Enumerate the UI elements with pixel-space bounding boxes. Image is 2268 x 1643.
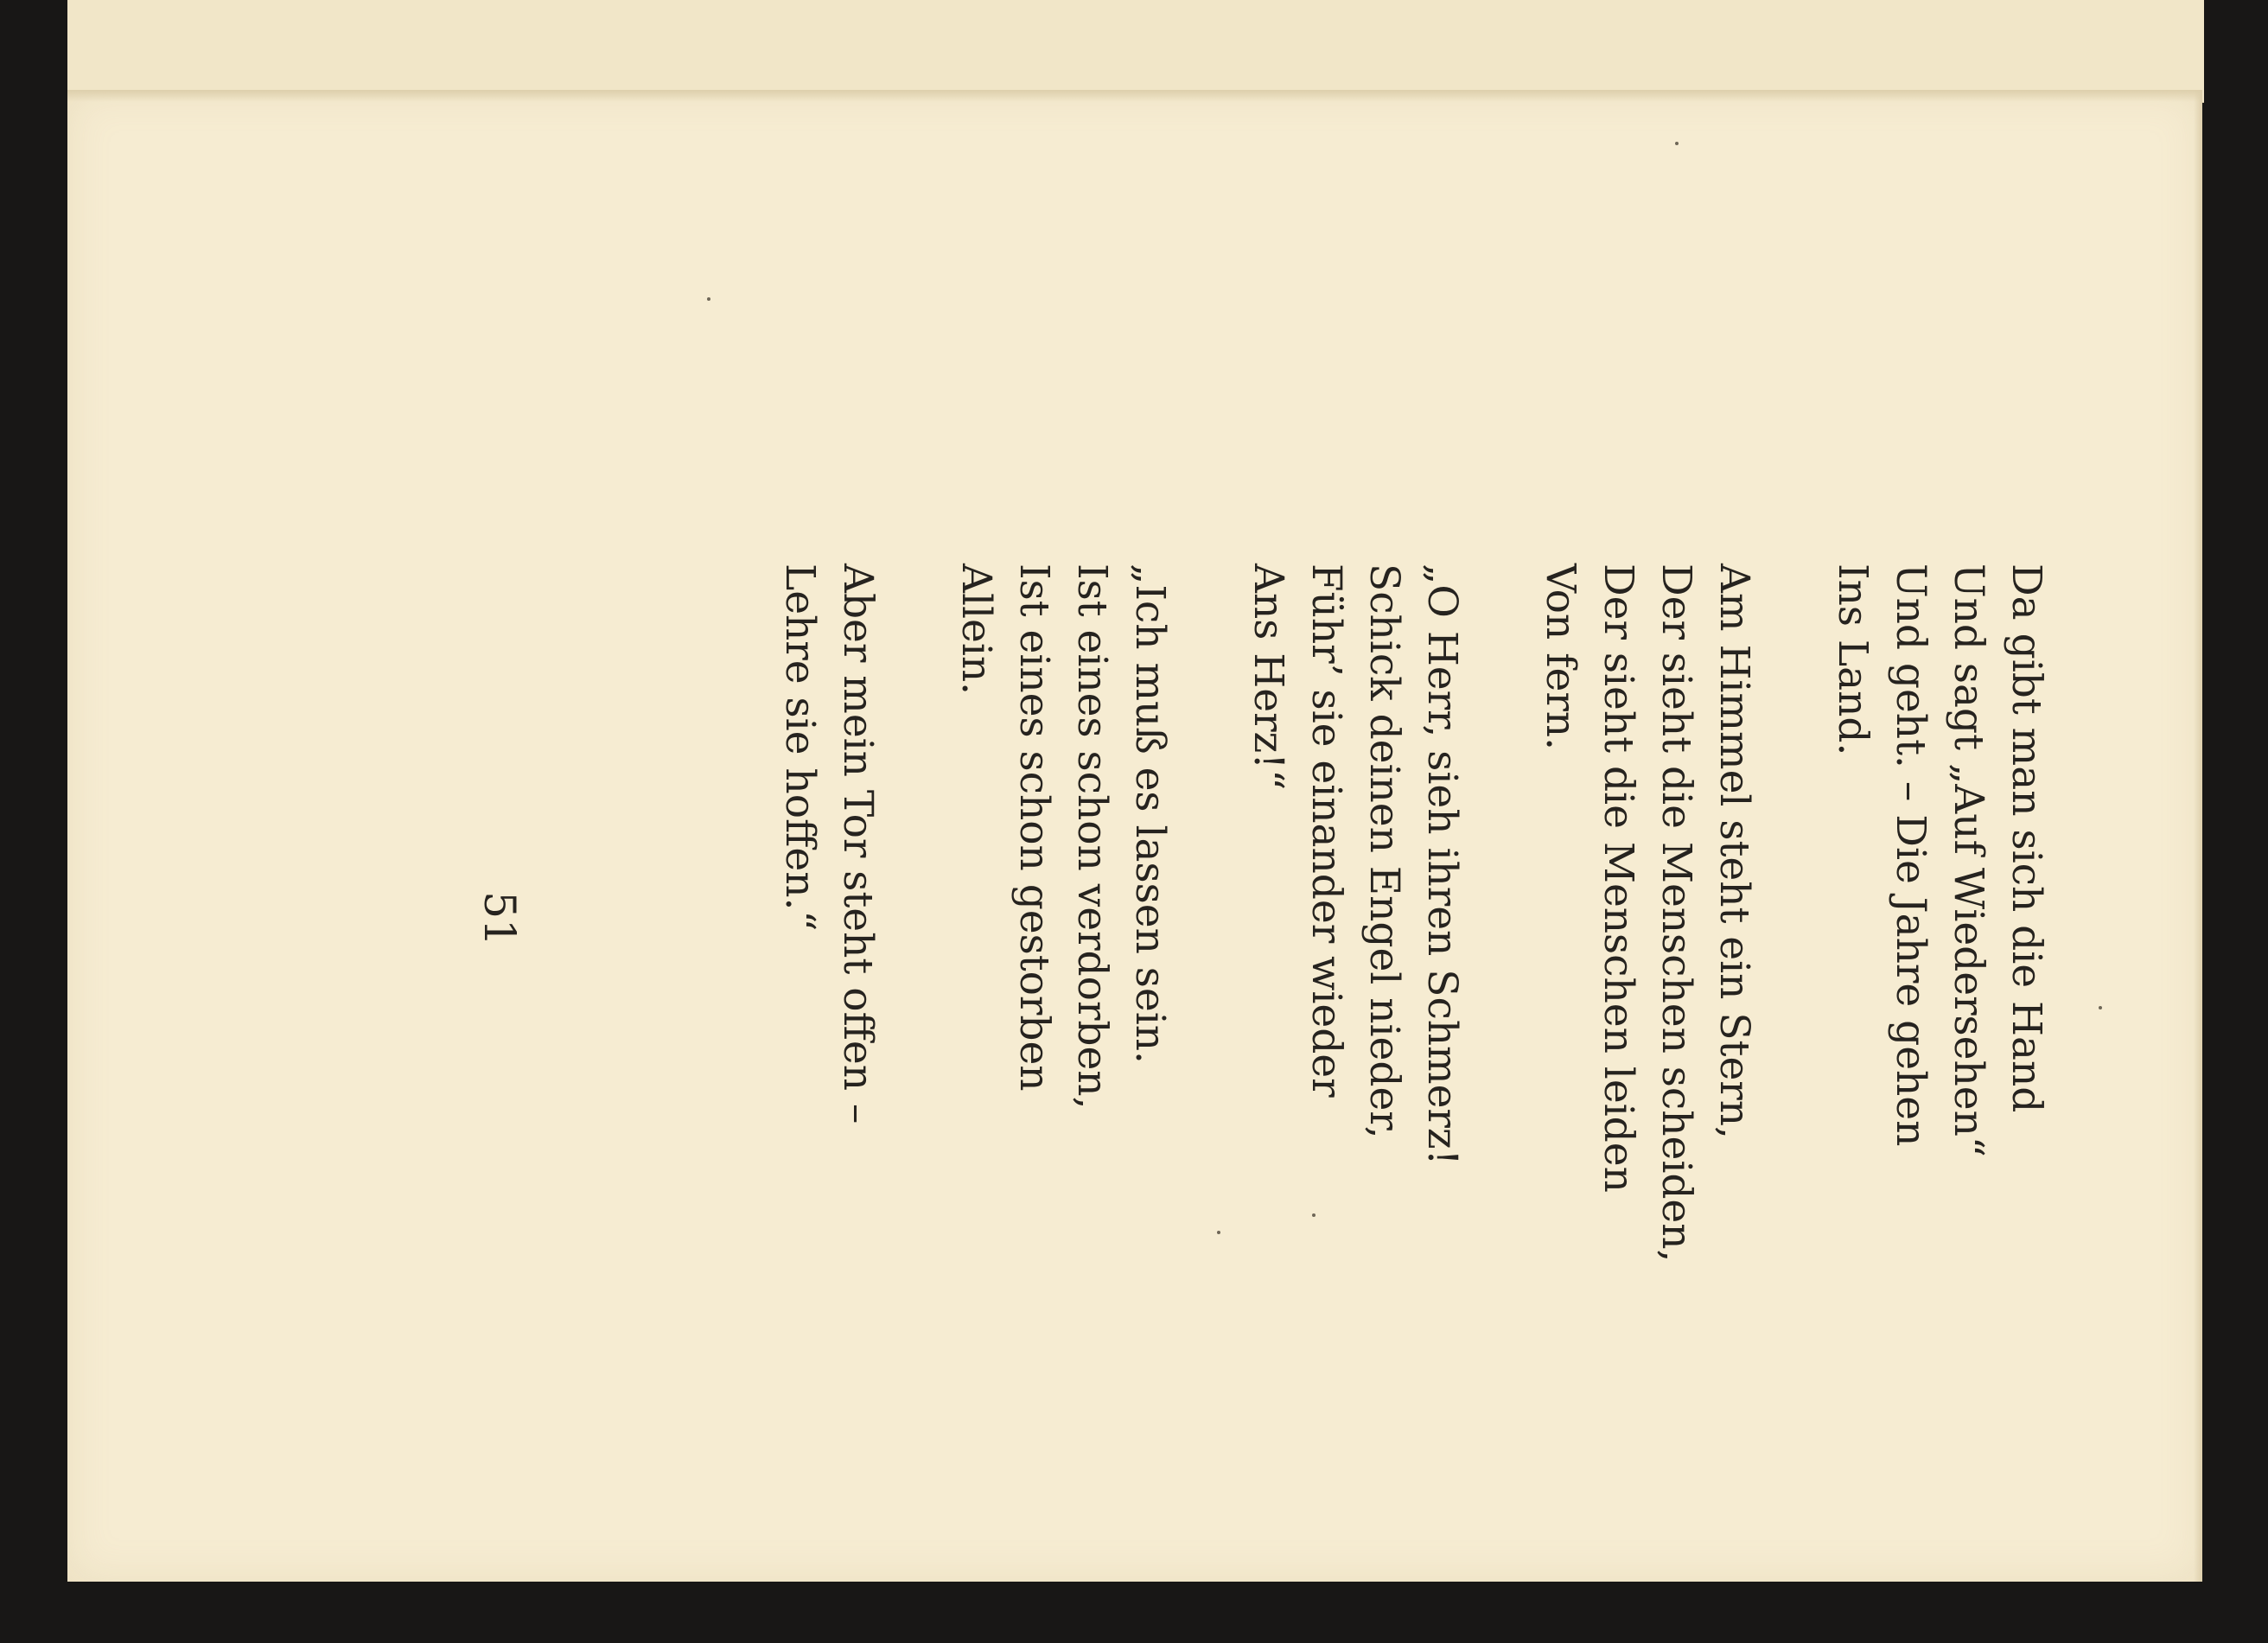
poem-line: „Ich muß es lassen sein. xyxy=(1126,564,1174,1064)
poem-line: Ist eines schon verdorben, xyxy=(1068,564,1116,1110)
paper-speck xyxy=(2099,1006,2102,1009)
stanza-4 xyxy=(947,564,1179,1643)
poem-line: Ans Herz!“ xyxy=(1245,564,1292,791)
stanza-5 xyxy=(771,564,887,1643)
poem-line: Allein. xyxy=(952,564,1000,696)
poem-line: Und sagt „Auf Wiedersehen“ xyxy=(1945,564,1992,1157)
poem-line: Von fern. xyxy=(1537,564,1584,751)
poem-line: Am Himmel steht ein Stern, xyxy=(1711,564,1758,1139)
stanza-1 xyxy=(1824,564,2055,1643)
poem-line: „O Herr, sieh ihren Schmerz! xyxy=(1418,564,1466,1166)
poem-line: Der sieht die Menschen scheiden, xyxy=(1653,564,1700,1263)
poem-line: Ist eines schon gestorben xyxy=(1010,564,1058,1092)
book-page xyxy=(67,90,2202,1582)
paper-speck xyxy=(707,297,710,301)
page-number: 51 xyxy=(474,891,525,946)
poem-line: Aber mein Tor steht offen – xyxy=(834,564,882,1124)
poem-line: Und geht. – Die Jahre gehen xyxy=(1887,564,1934,1147)
poem-line: Da gibt man sich die Hand xyxy=(2003,564,2050,1113)
poem-line: Lehre sie hoffen.“ xyxy=(776,564,824,932)
poem-text xyxy=(710,564,2055,1643)
paper-speck xyxy=(1312,1213,1316,1217)
paper-speck xyxy=(1217,1231,1220,1234)
poem-line: Ins Land. xyxy=(1829,564,1876,756)
poem-line: Führ’ sie einander wieder xyxy=(1303,564,1350,1098)
poem-line: Der sieht die Menschen leiden xyxy=(1595,564,1642,1193)
underlying-page-edge xyxy=(67,0,2204,103)
paper-speck xyxy=(1675,142,1679,145)
stanza-2 xyxy=(1532,564,1763,1643)
stanza-3 xyxy=(1239,564,1471,1643)
poem-line: Schick deinen Engel nieder, xyxy=(1360,564,1408,1139)
